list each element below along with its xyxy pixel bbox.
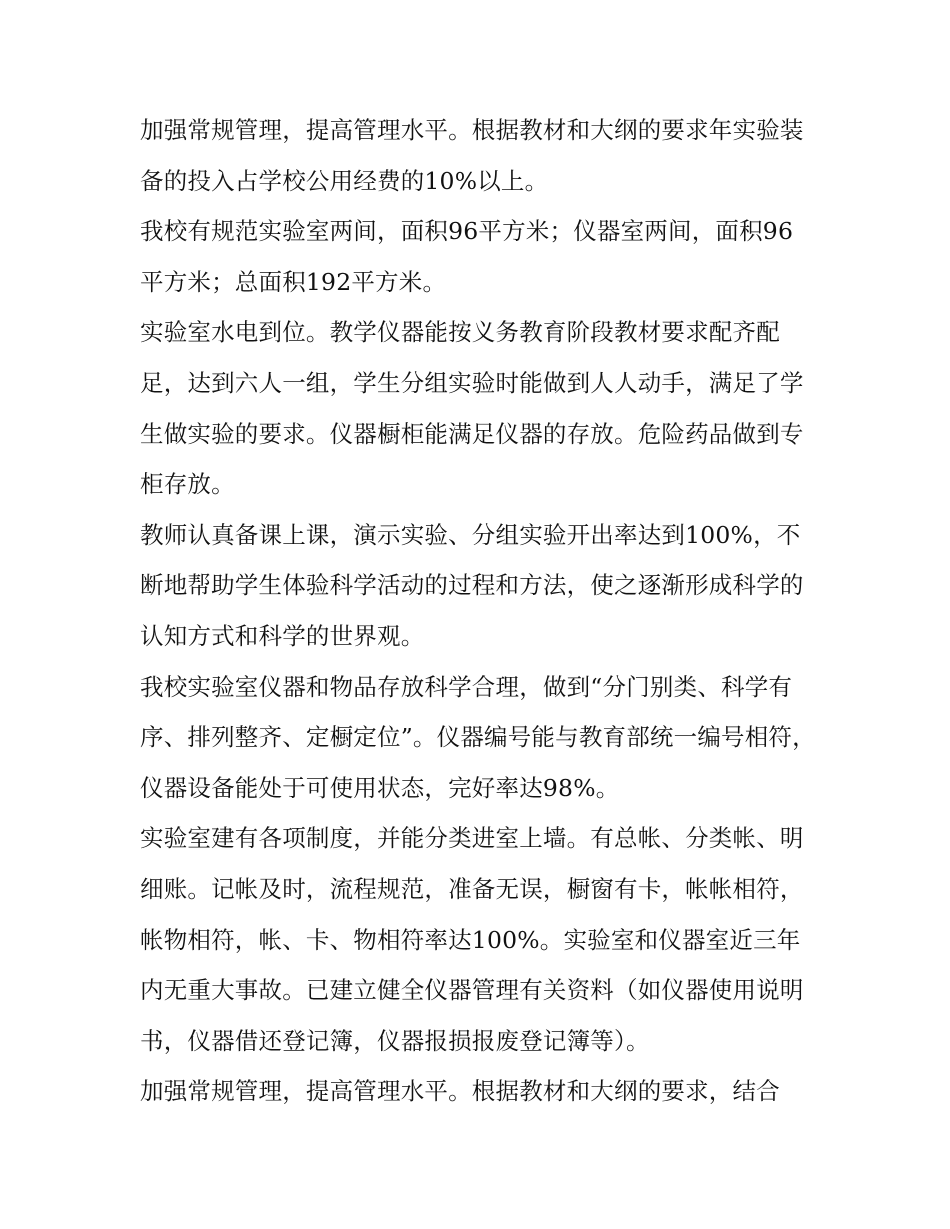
document-body bbox=[140, 105, 816, 1117]
paragraph-2: 我校有规范实验室两间，面积96平方米；仪器室两间，面积96平方米；总面积192平方米。 bbox=[140, 217, 794, 296]
paragraph-1: 加强常规管理，提高管理水平。根据教材和大纲的要求年实验装备的投入占学校公用经费的10%以上。 bbox=[140, 116, 804, 195]
paragraph-3: 实验室水电到位。教学仪器能按义务教育阶段教材要求配齐配足，达到六人一组，学生分组实验时能做到人人动手，满足了学生做实验的要求。仪器橱柜能满足仪器的存放。危险药品做到专柜存放。 bbox=[140, 318, 804, 499]
paragraph-7: 加强常规管理，提高管理水平。根据教材和大纲的要求，结合 bbox=[140, 1077, 780, 1106]
paragraph-4: 教师认真备课上课，演示实验、分组实验开出率达到100%，不断地帮助学生体验科学活动的过程和方法，使之逐渐形成科学的认知方式和科学的世界观。 bbox=[140, 520, 804, 650]
paragraph-5: 我校实验室仪器和物品存放科学合理，做到“分门别类、科学有序、排列整齐、定橱定位”。仪器编号能与教育部统一编号相符，仪器设备能处于可使用状态，完好率达98%。 bbox=[140, 672, 816, 802]
paragraph-6: 实验室建有各项制度，并能分类进室上墙。有总帐、分类帐、明细账。记帐及时，流程规范，准备无误，橱窗有卡，帐帐相符，帐物相符，帐、卡、物相符率达100%。实验室和仪器室近三年内无重大事故。已建立健全仪器管理有关资料（如仪器使用说明书，仪器借还登记簿，仪器报损报废登记簿等）。 bbox=[140, 824, 804, 1055]
